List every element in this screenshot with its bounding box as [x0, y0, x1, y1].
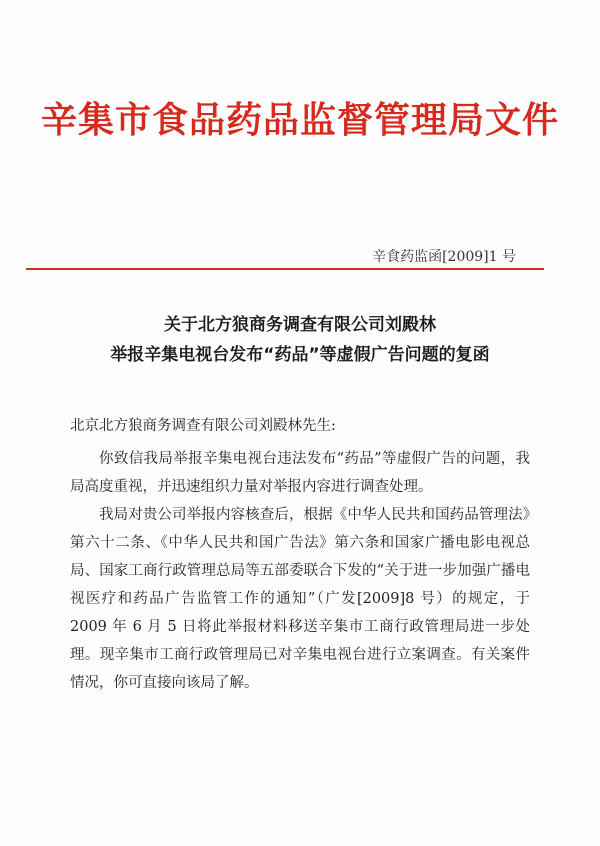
subject-line-1: 关于北方狼商务调查有限公司刘殿林 [164, 315, 436, 335]
agency-header-title: 辛集市食品药品监督管理局文件 [40, 100, 559, 141]
body-paragraph-2: 我局对贵公司举报内容核查后，根据《中华人民共和国药品管理法》第六十二条、《中华人民共和国广告法》第六条和国家广播电影电视总局、国家工商行政管理总局等五部委联合下发的“关于进一步加强广播电视医疗和药品广告监管工作的通知”（广发[2009]8 号）的规定，于 2009 年 6 月 5 日将此举报材料移送辛集市工商行政管理局进一步处理。现辛集市工商行政管理局已对辛集电视台进行立案调查。有关案件情况，你可直接向该局了解。 [70, 507, 530, 691]
document-subject [0, 310, 600, 370]
document-body [70, 445, 530, 697]
header-divider [26, 268, 544, 270]
body-paragraph-1: 你致信我局举报辛集电视台违法发布“药品”等虚假广告的问题，我局高度重视，并迅速组织力量对举报内容进行调查处理。 [70, 451, 530, 495]
salutation: 北京北方狼商务调查有限公司刘殿林先生: [70, 418, 336, 434]
document-number: 辛食药监函[2009]1 号 [372, 249, 516, 265]
subject-line-2: 举报辛集电视台发布“药品”等虚假广告问题的复函 [110, 345, 490, 365]
